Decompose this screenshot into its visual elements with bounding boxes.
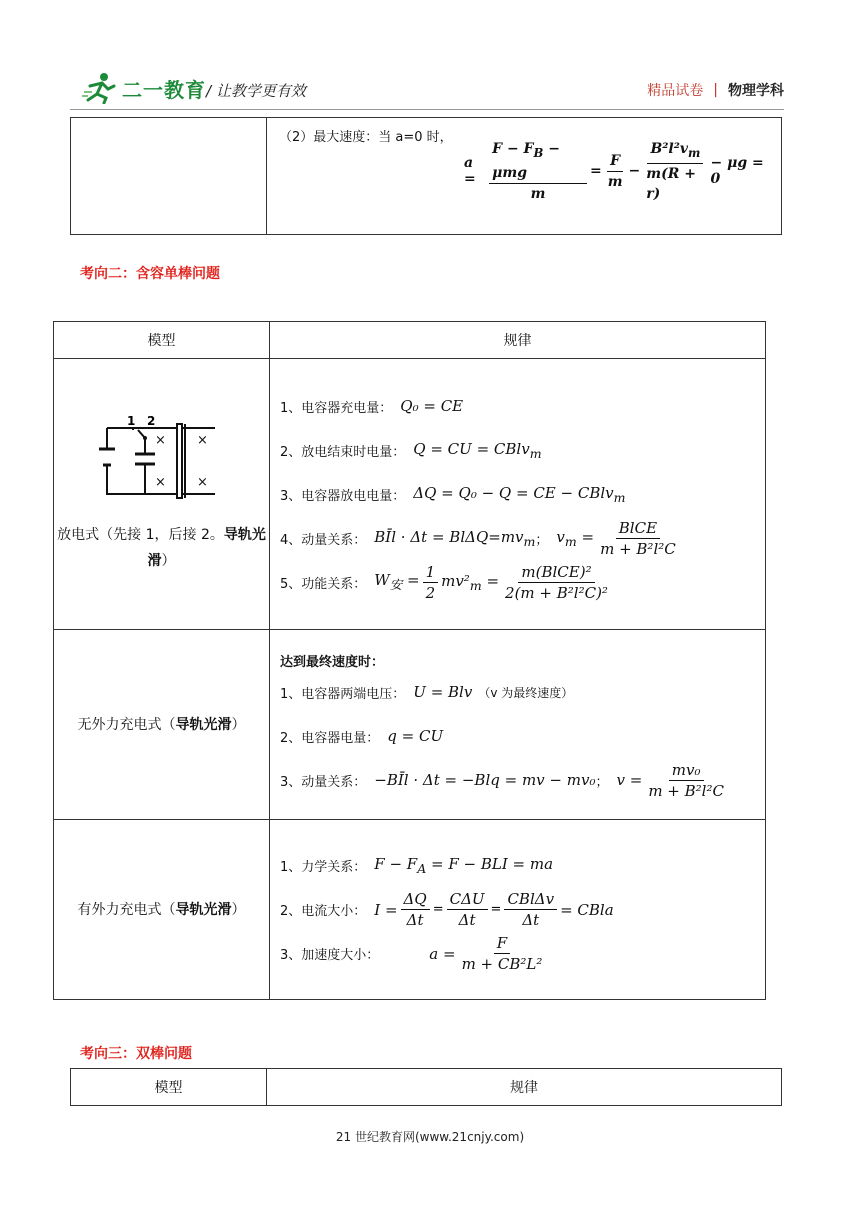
page-footer: 21 世纪教育网(www.21cnjy.com)	[335, 1130, 525, 1144]
rule-line: 2、放电结束时电量： Q = CU = CBlv$_m$	[280, 439, 542, 461]
fraction: $\frac{1}{2}$	[423, 562, 439, 603]
rule-line: 1、力学关系： $F - F_A = F$ − BLI = ma	[280, 855, 554, 876]
col-header-model: 模型	[71, 1069, 267, 1106]
rule-line: 3、动量关系： −BĪl · Δt = −Blq = mv − mv₀ ； v = $\frac{\text{mv₀}}{\text{m + B²l²C}}$	[280, 758, 755, 802]
fraction: $\frac{\text{BlCE}}{\text{m + B²l²C}}$	[600, 518, 676, 558]
header-right	[647, 80, 784, 100]
formula-tail: − μg = 0	[710, 155, 764, 188]
header-tag: 精品试卷	[647, 83, 704, 99]
circuit-diagram	[97, 414, 227, 510]
fraction: $\frac{\text{mv₀}}{\text{m + B²l²C}}$	[648, 760, 724, 800]
model-desc-bold: 导轨光滑	[147, 527, 266, 569]
fraction-denominator: m	[530, 185, 546, 202]
max-speed-label: （2）最大速度：当 a=0 时，	[279, 130, 453, 145]
rule-line: 3、电容器放电电量： ΔQ = Q₀ − Q = CE − CBlv$_m$	[280, 483, 626, 505]
fraction: $\frac{\text{CBlΔv}}{\Delta t}$	[504, 889, 557, 930]
svg-text:×: ×	[196, 475, 208, 490]
runner-logo-icon	[82, 72, 118, 104]
rule-line: 4、动量关系： BĪl · $\Delta t = Bl\Delta Q=mv_m$ ； $v_m$ = $\frac{\text{BlCE}}{\text{m + B²l²C}}$	[280, 516, 755, 560]
model-desc: 放电式（先接 1，后接 2。	[57, 527, 224, 543]
max-speed-formula: a = $\frac{F - F_B - \mu mg}{m}$ = $\frac{F}{m}$ − $\frac{B^2l^2v_m}{m(R + r)}$ − μg = 0	[464, 139, 769, 204]
switch-label-1: 1	[126, 414, 135, 428]
fraction: $\frac{\Delta Q}{\Delta t}$	[401, 889, 430, 930]
fraction	[643, 139, 707, 204]
rule-line: 1、电容器两端电压： U = Blv （v 为最终速度）	[280, 683, 574, 702]
col-header-model: 模型	[54, 322, 270, 359]
fraction: $\frac{\text{CΔU}}{\Delta t}$	[447, 889, 488, 930]
logo-text: 二一教育	[122, 77, 206, 102]
capacitor-table	[53, 321, 766, 1000]
rule-line: 2、电容器电量： q = CU	[280, 727, 444, 746]
header-separator: |	[713, 82, 718, 98]
fraction: $\frac{F}{\text{m + CB²L²}}$	[461, 934, 543, 973]
slogan: / 让教学更有效	[206, 82, 306, 100]
page-header	[70, 66, 784, 110]
col-header-rule: 规律	[270, 322, 766, 359]
model-external-force: 有外力充电式（导轨光滑）	[54, 820, 270, 1000]
top-table-empty-cell	[71, 118, 267, 235]
svg-text:×: ×	[154, 433, 166, 448]
svg-text:×: ×	[196, 433, 208, 448]
fraction	[489, 139, 587, 204]
rule-line: 2、电流大小： I = $\frac{\Delta Q}{\Delta t}$ = $\frac{\text{CΔU}}{\Delta t}$ = $\frac{\text{CBlΔv}}{\Delta t}$ = CBla	[280, 890, 614, 929]
formula-lhs: a =	[464, 155, 476, 188]
header-divider	[70, 109, 784, 110]
section-heading-2: 考向二：含容单棒问题	[80, 266, 220, 282]
rules-external-force	[270, 820, 766, 1000]
top-table-rule-cell	[267, 118, 782, 235]
switch-label-2: 2	[146, 414, 155, 428]
fraction-numerator: $F - F_B - \mu mg$	[489, 139, 587, 184]
header-subject: 物理学科	[728, 83, 784, 99]
top-table	[70, 117, 782, 235]
rule-line: 5、功能关系： $W_安$ = $\frac{1}{2}$ $mv^2_m$ = $\frac{\text{m(BlCE)²}}{\text{2(m + B²l²C)²}}$	[280, 560, 755, 604]
fraction-numerator: F	[607, 151, 623, 172]
model-no-external-force: 无外力充电式（导轨光滑）	[54, 630, 270, 820]
col-header-rule: 规律	[267, 1069, 782, 1106]
fraction-numerator: $B^2l^2v_m$	[647, 139, 703, 164]
fraction-denominator: m	[607, 173, 623, 190]
rule-heading: 达到最终速度时：	[280, 655, 385, 670]
rules-no-external-force	[270, 630, 766, 820]
rule-line: 1、电容器充电量： Q₀ = CE	[280, 397, 464, 416]
logo	[82, 70, 206, 106]
rules-discharge	[270, 359, 766, 630]
section-heading-3: 考向三：双棒问题	[80, 1046, 192, 1062]
svg-text:×: ×	[154, 475, 166, 490]
fraction: $\frac{\text{m(BlCE)²}}{\text{2(m + B²l²C)²}}$	[505, 562, 608, 602]
fraction	[605, 151, 626, 192]
fraction-denominator: m(R + r)	[646, 165, 696, 202]
model-discharge: 1 2 × × × × 放电式（先接 1，后接 2。导轨光滑）	[54, 359, 270, 630]
rule-line: 3、加速度大小： a = $\frac{F}{\text{m + CB²L²}}$	[280, 932, 755, 976]
double-rod-table	[70, 1068, 782, 1106]
